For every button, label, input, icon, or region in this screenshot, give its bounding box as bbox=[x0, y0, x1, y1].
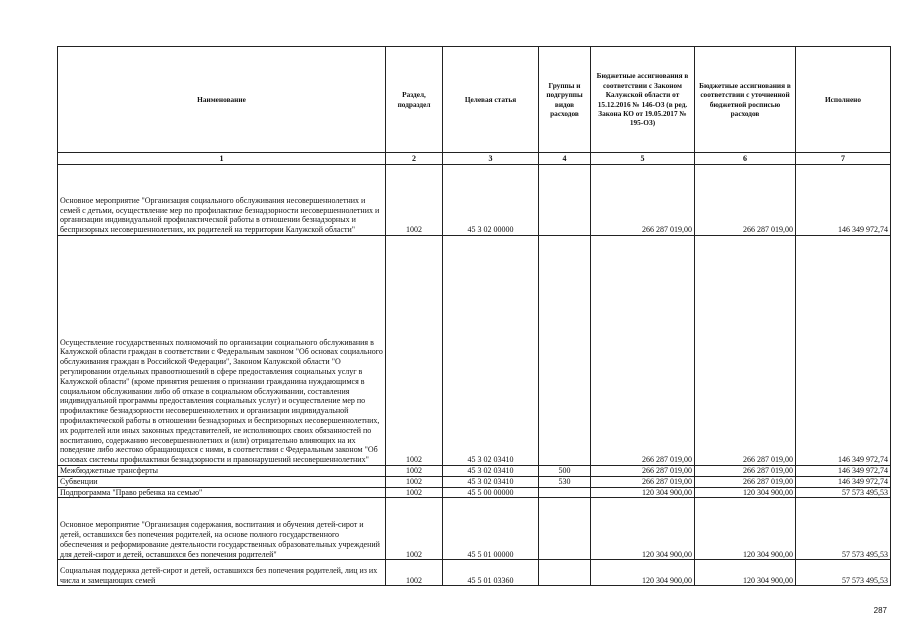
row-name: Основное мероприятие "Организация социального обслуживания несовершеннолетних и семей с детьми, осуществление мер по профилактике безнадзорности несовершеннолетних и организации индивидуальной профилактической работы в отношении безнадзорных и беспризорных несовершеннолетних, их родителей на территории Калужской области" bbox=[58, 165, 386, 236]
row-executed: 57 573 495,53 bbox=[796, 498, 891, 560]
header-refined: Бюджетные ассигнования в соответствии с уточненной бюджетной росписью расходов bbox=[695, 47, 796, 153]
row-name: Основное мероприятие "Организация содержания, воспитания и обучения детей-сирот и детей, оставшихся без попечения родителей, на основе полного государственного обеспечения и реформирование деятельности государственных образовательных учреждений для детей-сирот и детей, оставшихся без попечения родителей" bbox=[58, 498, 386, 560]
row-section: 1002 bbox=[386, 236, 443, 466]
row-refined: 266 287 019,00 bbox=[695, 466, 796, 477]
row-group bbox=[539, 498, 591, 560]
row-group bbox=[539, 487, 591, 498]
header-group: Группы и подгруппы видов расходов bbox=[539, 47, 591, 153]
budget-table bbox=[57, 46, 891, 586]
row-name: Осуществление государственных полномочий по организации социального обслуживания в Калужской области граждан в соответствии с Федеральным законом "Об основах социального обслуживания граждан в Российской Федерации", Законом Калужской области "О регулировании отдельных правоотношений в сфере предоставления социальных услуг в Калужской области" (кроме принятия решения о признании гражданина нуждающимся в социальном обслуживании либо об отказе в социальном обслуживании, составления индивидуальной программы предоставления социальных услуг) и осуществление мер по профилактике безнадзорности несовершеннолетних и организации индивидуальной профилактической работы в отношении безнадзорных и беспризорных несовершеннолетних, их родителей или иных законных представителей, не исполняющих своих обязанностей по воспитанию, содержанию несовершеннолетних и (или) отрицательно влияющих на их поведение либо жестоко обращающихся с ними, в соответствии с Федеральным законом "Об основах системы профилактики безнадзорности и правонарушений несовершеннолетних" bbox=[58, 236, 386, 466]
row-executed: 57 573 495,53 bbox=[796, 487, 891, 498]
row-budget: 120 304 900,00 bbox=[591, 560, 695, 586]
row-refined: 266 287 019,00 bbox=[695, 165, 796, 236]
column-number: 4 bbox=[539, 153, 591, 165]
column-number: 1 bbox=[58, 153, 386, 165]
row-target: 45 5 01 00000 bbox=[443, 498, 539, 560]
row-target: 45 3 02 03410 bbox=[443, 476, 539, 487]
row-group: 500 bbox=[539, 466, 591, 477]
row-refined: 120 304 900,00 bbox=[695, 487, 796, 498]
row-group bbox=[539, 560, 591, 586]
row-group: 530 bbox=[539, 476, 591, 487]
row-name: Субвенции bbox=[58, 476, 386, 487]
row-executed: 146 349 972,74 bbox=[796, 476, 891, 487]
row-budget: 266 287 019,00 bbox=[591, 236, 695, 466]
header-section: Раздел, подраздел bbox=[386, 47, 443, 153]
column-number: 7 bbox=[796, 153, 891, 165]
header-name: Наименование bbox=[58, 47, 386, 153]
row-section: 1002 bbox=[386, 487, 443, 498]
column-number-row bbox=[58, 153, 891, 165]
row-refined: 266 287 019,00 bbox=[695, 476, 796, 487]
table-row bbox=[58, 560, 891, 586]
row-section: 1002 bbox=[386, 498, 443, 560]
row-name: Социальная поддержка детей-сирот и детей, оставшихся без попечения родителей, лиц из их числа и замещающих семей bbox=[58, 560, 386, 586]
row-refined: 120 304 900,00 bbox=[695, 498, 796, 560]
row-budget: 266 287 019,00 bbox=[591, 165, 695, 236]
row-executed: 146 349 972,74 bbox=[796, 236, 891, 466]
row-name: Подпрограмма "Право ребенка на семью" bbox=[58, 487, 386, 498]
row-name: Межбюджетные трансферты bbox=[58, 466, 386, 477]
row-executed: 146 349 972,74 bbox=[796, 466, 891, 477]
table-row bbox=[58, 236, 891, 466]
row-target: 45 3 02 00000 bbox=[443, 165, 539, 236]
table-row bbox=[58, 476, 891, 487]
row-budget: 120 304 900,00 bbox=[591, 487, 695, 498]
page-number: 287 bbox=[873, 606, 887, 615]
column-number: 6 bbox=[695, 153, 796, 165]
table-row bbox=[58, 165, 891, 236]
table-row bbox=[58, 466, 891, 477]
column-number: 5 bbox=[591, 153, 695, 165]
row-section: 1002 bbox=[386, 476, 443, 487]
header-executed: Исполнено bbox=[796, 47, 891, 153]
row-group bbox=[539, 236, 591, 466]
row-target: 45 5 00 00000 bbox=[443, 487, 539, 498]
row-budget: 120 304 900,00 bbox=[591, 498, 695, 560]
row-target: 45 3 02 03410 bbox=[443, 236, 539, 466]
row-section: 1002 bbox=[386, 165, 443, 236]
row-executed: 146 349 972,74 bbox=[796, 165, 891, 236]
header-budget: Бюджетные ассигнования в соответствии с Законом Калужской области от 15.12.2016 № 146-ОЗ (в ред. Закона КО от 19.05.2017 № 195-ОЗ) bbox=[591, 47, 695, 153]
column-number: 2 bbox=[386, 153, 443, 165]
row-refined: 266 287 019,00 bbox=[695, 236, 796, 466]
row-section: 1002 bbox=[386, 466, 443, 477]
row-target: 45 5 01 03360 bbox=[443, 560, 539, 586]
row-group bbox=[539, 165, 591, 236]
row-refined: 120 304 900,00 bbox=[695, 560, 796, 586]
row-executed: 57 573 495,53 bbox=[796, 560, 891, 586]
table-row bbox=[58, 487, 891, 498]
table-row bbox=[58, 498, 891, 560]
column-number: 3 bbox=[443, 153, 539, 165]
row-budget: 266 287 019,00 bbox=[591, 476, 695, 487]
row-section: 1002 bbox=[386, 560, 443, 586]
row-budget: 266 287 019,00 bbox=[591, 466, 695, 477]
header-target: Целевая статья bbox=[443, 47, 539, 153]
row-target: 45 3 02 03410 bbox=[443, 466, 539, 477]
header-row bbox=[58, 47, 891, 153]
